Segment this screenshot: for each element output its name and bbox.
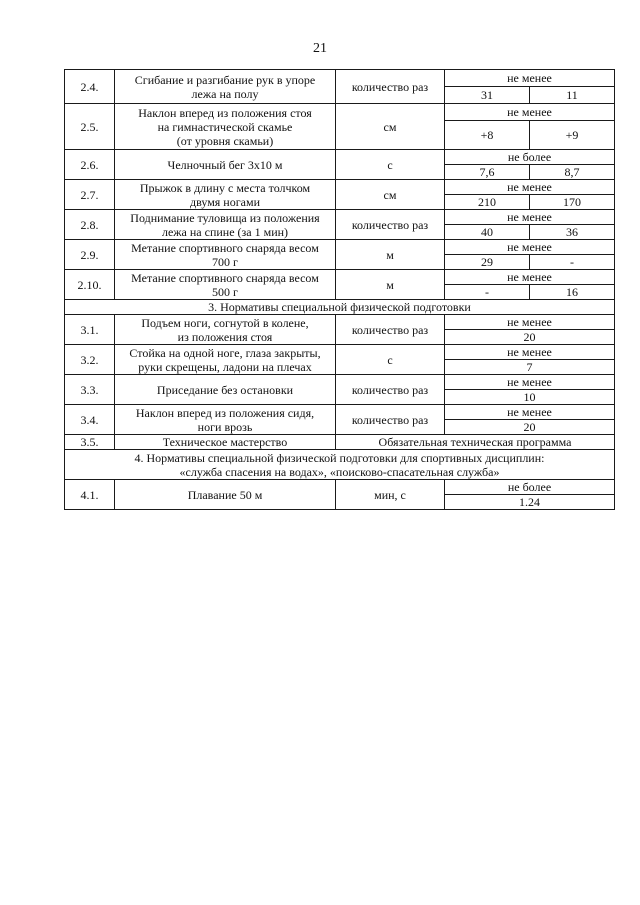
unit-cell: см <box>336 104 445 150</box>
table-row <box>65 210 615 225</box>
row-number: 3.2. <box>65 345 115 375</box>
exercise-name: Наклон вперед из положения стоя на гимнастической скамье (от уровня скамьи) <box>115 104 336 150</box>
exercise-name: Метание спортивного снаряда весом 700 г <box>115 240 336 270</box>
unit-cell: с <box>336 345 445 375</box>
unit-cell: с <box>336 150 445 180</box>
condition-cell: не менее <box>445 210 615 225</box>
table-row <box>65 345 615 360</box>
exercise-name: Стойка на одной ноге, глаза закрыты, руки скрещены, ладони на плечах <box>115 345 336 375</box>
row-number: 2.10. <box>65 270 115 300</box>
condition-cell: не менее <box>445 180 615 195</box>
exercise-name: Челночный бег 3х10 м <box>115 150 336 180</box>
table-row <box>65 405 615 420</box>
condition-cell: не более <box>445 150 615 165</box>
value-cell: 170 <box>530 195 615 210</box>
condition-cell: не менее <box>445 315 615 330</box>
exercise-name: Техническое мастерство <box>115 435 336 450</box>
value-cell: 1.24 <box>445 495 615 510</box>
section-heading: 4. Нормативы специальной физической подготовки для спортивных дисциплин: «служба спасения на водах», «поисково-спасательная служба» <box>65 450 615 480</box>
unit-cell: см <box>336 180 445 210</box>
row-number: 2.6. <box>65 150 115 180</box>
row-number: 3.1. <box>65 315 115 345</box>
table-row <box>65 375 615 390</box>
value-cell: - <box>530 255 615 270</box>
condition-cell: не менее <box>445 345 615 360</box>
condition-cell: не менее <box>445 270 615 285</box>
value-cell: 36 <box>530 225 615 240</box>
value-cell: 29 <box>445 255 530 270</box>
table-row <box>65 270 615 285</box>
row-number: 3.3. <box>65 375 115 405</box>
unit-cell: количество раз <box>336 315 445 345</box>
value-cell: - <box>445 285 530 300</box>
table-row <box>65 480 615 495</box>
value-cell: +8 <box>445 121 530 150</box>
exercise-name: Приседание без остановки <box>115 375 336 405</box>
exercise-name: Метание спортивного снаряда весом 500 г <box>115 270 336 300</box>
value-cell: 31 <box>445 87 530 104</box>
value-cell: 7 <box>445 360 615 375</box>
value-cell: 20 <box>445 420 615 435</box>
exercise-name: Прыжок в длину с места толчком двумя ногами <box>115 180 336 210</box>
unit-cell: мин, с <box>336 480 445 510</box>
row-number: 2.5. <box>65 104 115 150</box>
row-number: 3.4. <box>65 405 115 435</box>
page-number: 21 <box>313 41 327 56</box>
value-cell: 11 <box>530 87 615 104</box>
exercise-name: Наклон вперед из положения сидя, ноги врозь <box>115 405 336 435</box>
value-cell: 8,7 <box>530 165 615 180</box>
unit-cell: количество раз <box>336 405 445 435</box>
row-number: 2.9. <box>65 240 115 270</box>
value-cell: +9 <box>530 121 615 150</box>
exercise-name: Подъем ноги, согнутой в колене, из положения стоя <box>115 315 336 345</box>
condition-cell: не менее <box>445 104 615 121</box>
value-cell: 20 <box>445 330 615 345</box>
table-row <box>65 70 615 87</box>
condition-cell: не менее <box>445 70 615 87</box>
unit-cell: количество раз <box>336 375 445 405</box>
section-heading: 3. Нормативы специальной физической подготовки <box>65 300 615 315</box>
table-row <box>65 150 615 165</box>
condition-cell: не более <box>445 480 615 495</box>
exercise-name: Сгибание и разгибание рук в упоре лежа на полу <box>115 70 336 104</box>
table-row <box>65 104 615 121</box>
unit-cell: количество раз <box>336 70 445 104</box>
exercise-name: Поднимание туловища из положения лежа на спине (за 1 мин) <box>115 210 336 240</box>
condition-cell: не менее <box>445 240 615 255</box>
table-row <box>65 435 615 450</box>
table-row <box>65 240 615 255</box>
row-number: 2.4. <box>65 70 115 104</box>
norms-table <box>64 69 615 510</box>
row-number: 3.5. <box>65 435 115 450</box>
value-cell: 7,6 <box>445 165 530 180</box>
unit-cell: м <box>336 240 445 270</box>
unit-cell: количество раз <box>336 210 445 240</box>
condition-cell: не менее <box>445 405 615 420</box>
value-cell: Обязательная техническая программа <box>336 435 615 450</box>
row-number: 2.7. <box>65 180 115 210</box>
table-row <box>65 315 615 330</box>
value-cell: 40 <box>445 225 530 240</box>
value-cell: 210 <box>445 195 530 210</box>
value-cell: 10 <box>445 390 615 405</box>
exercise-name: Плавание 50 м <box>115 480 336 510</box>
value-cell: 16 <box>530 285 615 300</box>
row-number: 4.1. <box>65 480 115 510</box>
unit-cell: м <box>336 270 445 300</box>
condition-cell: не менее <box>445 375 615 390</box>
row-number: 2.8. <box>65 210 115 240</box>
table-row <box>65 180 615 195</box>
